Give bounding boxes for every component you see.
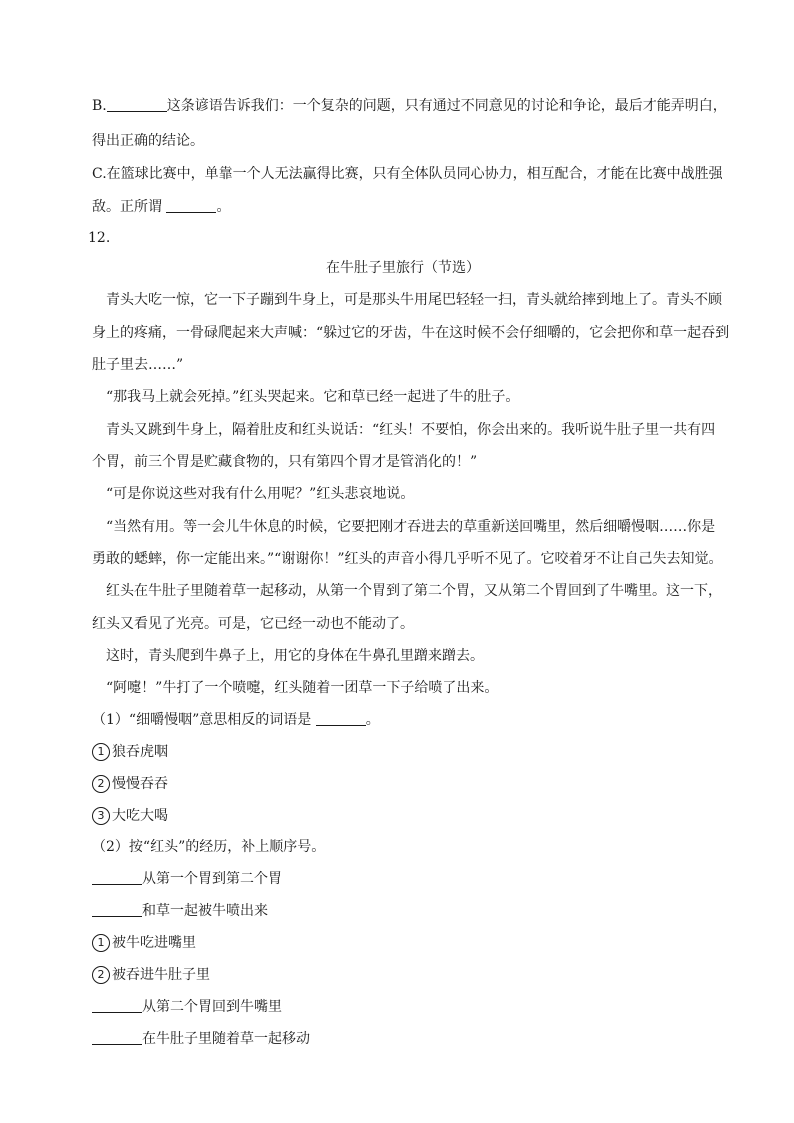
q11-option-b-line1 — [92, 96, 727, 116]
q12-sub1-option-text: 大吃大喝 — [112, 808, 168, 824]
q12-sub1-option-text: 狼吞虎咽 — [112, 744, 168, 760]
q12-sub1-option[interactable] — [92, 806, 168, 826]
q12-sub2-blank[interactable] — [92, 998, 142, 1013]
q12-sub1-option[interactable] — [92, 742, 168, 762]
q12-sub1-prompt — [92, 710, 380, 730]
q12-passage-text: 青头大吃一惊，它一下子蹦到牛身上，可是那头牛用尾巴轻轻一扫，青头就给摔到地上了。青头不顾 — [106, 292, 722, 308]
q11-c-text2-suffix: 。 — [216, 199, 231, 215]
q11-b-prefix: B. — [92, 98, 107, 114]
q12-sub1-suffix: 。 — [365, 712, 380, 728]
q12-paragraph-line — [92, 290, 722, 310]
circled-number-icon: 3 — [92, 807, 110, 825]
circled-number-icon: 1 — [92, 934, 110, 952]
q12-passage-text: “可是你说这些对我有什么用呢？”红头悲哀地说。 — [106, 486, 415, 502]
q12-sub1-blank[interactable] — [316, 711, 366, 726]
q12-sub2-item-text: 从第二个胃回到牛嘴里 — [142, 999, 282, 1015]
q12-sub2-blank[interactable] — [92, 1030, 142, 1045]
q12-sub2-item-text: 和草一起被牛喷出来 — [142, 903, 268, 919]
q12-passage-text: “阿嚏！”牛打了一个喷嚏，红头随着一团草一下子给喷了出来。 — [106, 680, 499, 696]
q12-passage-text: 肚子里去……” — [92, 357, 184, 373]
q12-passage-text: “当然有用。等一会儿牛休息的时候，它要把刚才吞进去的草重新送回嘴里，然后细嚼慢咽……你是 — [106, 519, 716, 535]
q12-passage-text: 勇敢的蟋蟀，你一定能出来。”“谢谢你！”红头的声音小得几乎听不见了。它咬着牙不让自己失去知觉。 — [92, 551, 723, 567]
q12-sub2-item-text: 被吞进牛肚子里 — [112, 967, 210, 983]
q12-paragraph-line — [92, 517, 715, 537]
q12-sub1-option-text: 慢慢吞吞 — [112, 776, 168, 792]
q12-sub1-label: （1）“细嚼慢咽”意思相反的词语是 — [92, 712, 312, 728]
q12-paragraph-line — [92, 484, 414, 504]
q11-b-blank[interactable] — [107, 97, 167, 112]
circled-number-icon: 2 — [92, 966, 110, 984]
q11-c-blank[interactable] — [166, 198, 216, 213]
q12-paragraph-line — [92, 323, 729, 343]
q12-paragraph-line — [92, 387, 519, 407]
q11-b-text2: 得出正确的结论。 — [92, 133, 204, 149]
q12-paragraph-line — [92, 355, 183, 375]
q12-passage-text: 这时，青头爬到牛鼻子上，用它的身体在牛鼻孔里蹭来蹭去。 — [106, 648, 484, 664]
q12-sub2-item-text: 被牛吃进嘴里 — [112, 935, 196, 951]
circled-number-icon: 1 — [92, 743, 110, 761]
q12-sub2-item — [92, 997, 282, 1017]
q12-paragraph-line — [92, 581, 722, 601]
q12-passage-text: 青头又跳到牛身上，隔着肚皮和红头说话：“红头！不要怕，你会出来的。我听说牛肚子里一共有四 — [106, 422, 716, 438]
q11-option-b-line2 — [92, 131, 204, 151]
q12-sub2-item — [92, 965, 210, 985]
q12-paragraph-line — [92, 678, 498, 698]
q12-paragraph-line — [92, 452, 477, 472]
circled-number-icon: 2 — [92, 775, 110, 793]
q12-sub2-prompt — [92, 837, 325, 857]
q12-sub2-label: （2）按“红头”的经历，补上顺序号。 — [92, 839, 326, 855]
q12-sub2-blank[interactable] — [92, 870, 142, 885]
q12-paragraph-line — [92, 614, 414, 634]
q11-c-text1: C.在篮球比赛中，单靠一个人无法赢得比赛，只有全体队员同心协力，相互配合，才能在比赛中战胜强 — [92, 166, 723, 182]
q12-sub2-blank[interactable] — [92, 902, 142, 917]
q12-paragraph-line — [92, 646, 484, 666]
q12-paragraph-line — [92, 549, 722, 569]
q12-title-text: 在牛肚子里旅行（节选） — [326, 260, 480, 276]
q12-sub2-item — [92, 933, 196, 953]
q11-option-c-line1 — [92, 164, 723, 184]
q11-b-text1: 这条谚语告诉我们：一个复杂的问题，只有通过不同意见的讨论和争论，最后才能弄明白， — [166, 98, 727, 114]
q12-passage-text: 个胃，前三个胃是贮藏食物的，只有第四个胃才是管消化的！” — [92, 454, 478, 470]
q12-passage-text: 身上的疼痛，一骨碌爬起来大声喊：“躲过它的牙齿，牛在这时候不会仔细嚼的，它会把你和草一起吞到 — [92, 325, 730, 341]
q12-title — [92, 258, 714, 278]
q12-number-text: 12. — [88, 230, 111, 246]
q12-sub1-option[interactable] — [92, 774, 168, 794]
q11-c-text2-prefix: 敌。正所谓 — [92, 199, 162, 215]
q11-option-c-line2 — [92, 197, 230, 217]
q12-sub2-item-text: 在牛肚子里随着草一起移动 — [142, 1031, 310, 1047]
q12-sub2-item — [92, 901, 268, 921]
q12-paragraph-line — [92, 420, 715, 440]
q12-number — [88, 228, 110, 248]
q12-passage-text: 红头在牛肚子里随着草一起移动，从第一个胃到了第二个胃，又从第二个胃回到了牛嘴里。这一下， — [106, 583, 722, 599]
q12-passage-text: “那我马上就会死掉。”红头哭起来。它和草已经一起进了牛的肚子。 — [106, 389, 520, 405]
q12-sub2-item-text: 从第一个胃到第二个胃 — [142, 871, 282, 887]
q12-passage-text: 红头又看见了光亮。可是，它已经一动也不能动了。 — [92, 616, 414, 632]
q12-sub2-item — [92, 1029, 310, 1049]
q12-sub2-item — [92, 869, 282, 889]
